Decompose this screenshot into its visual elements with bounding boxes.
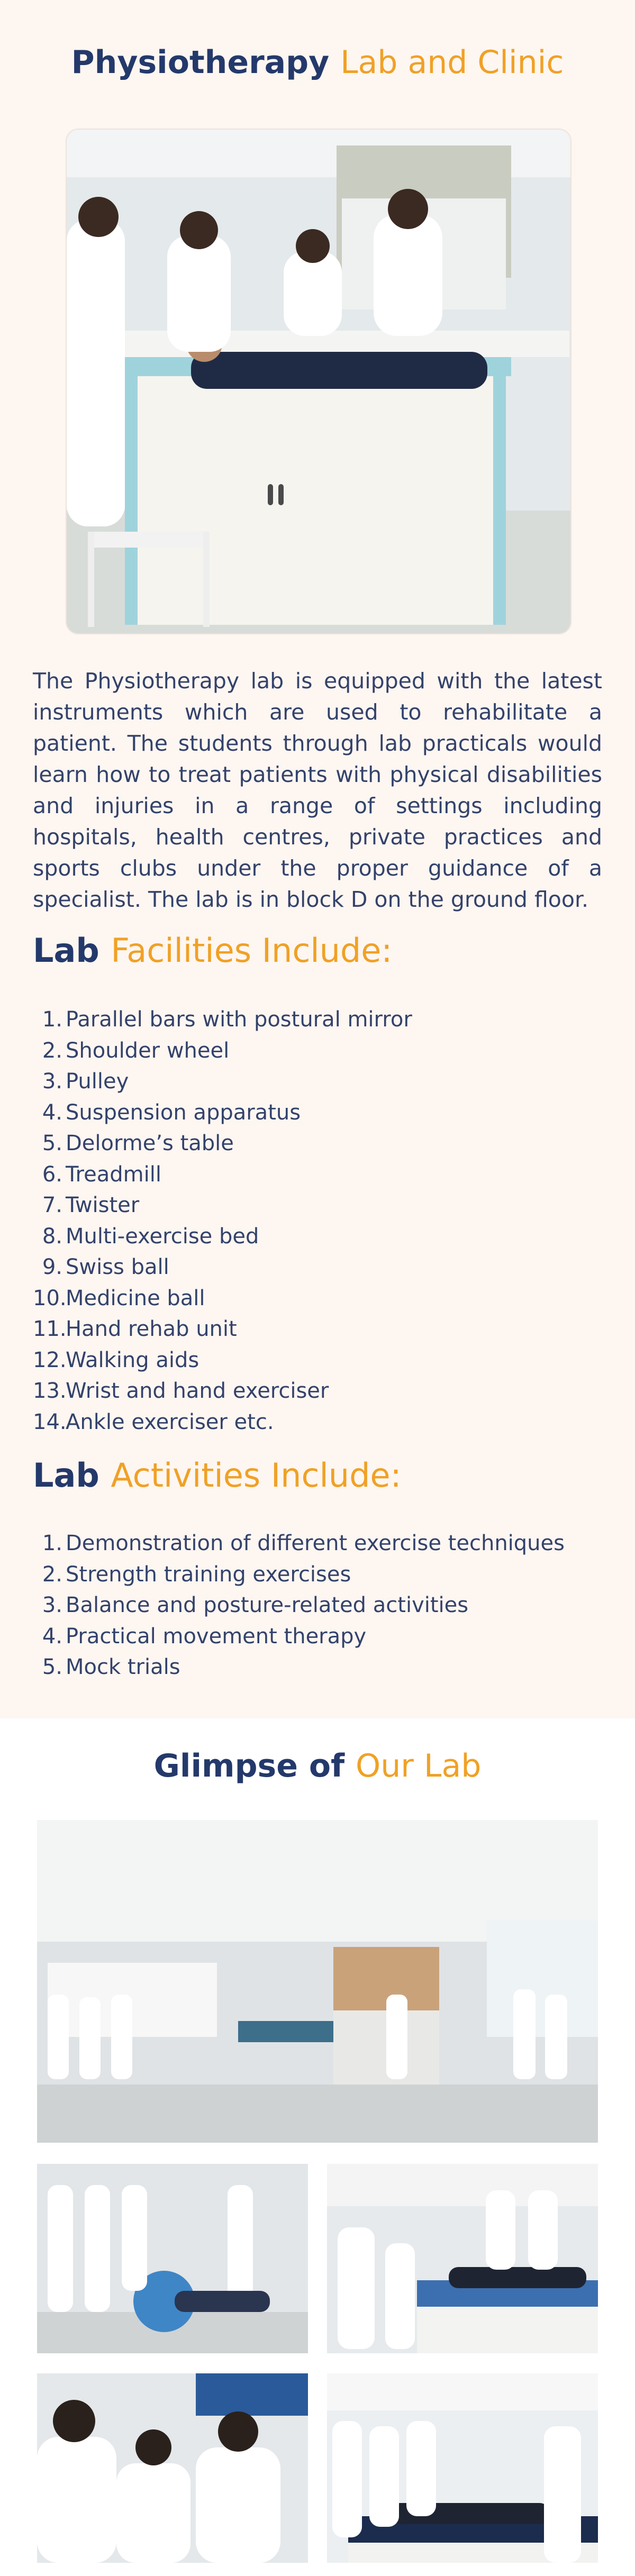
intro-paragraph: The Physiotherapy lab is equipped with the latest instruments which are used to rehabilitate a patient. The students through lab practicals would learn how to treat patients with physical disabilities and injuries in a range of settings including hospitals, health centres, private practices and sports clubs under the proper guidance of a specialist. The lab is in block D on the ground floor. — [33, 668, 602, 912]
lab-room-photo — [37, 1820, 598, 2143]
gallery-title-accent: Our Lab — [356, 1747, 482, 1785]
facilities-heading-main: Lab — [33, 931, 99, 970]
list-item: 7. Twister — [42, 1193, 140, 1217]
activities-heading — [33, 1456, 401, 1495]
list-item: 9. Swiss ball — [42, 1255, 169, 1279]
list-item: 1. Demonstration of different exercise techniques — [42, 1531, 565, 1555]
gallery-photo-table-therapy[interactable] — [327, 2164, 598, 2353]
list-item: 11.Hand rehab unit — [33, 1317, 237, 1341]
list-item: 1. Parallel bars with postural mirror — [42, 1007, 412, 1032]
page-title-main: Physiotherapy — [71, 44, 330, 81]
activities-list — [33, 1528, 565, 1683]
patient-demo-photo — [327, 2373, 598, 2563]
gallery-photo-patient-demo[interactable] — [327, 2373, 598, 2563]
list-item: 13.Wrist and hand exerciser — [33, 1379, 329, 1403]
activities-heading-main: Lab — [33, 1456, 99, 1495]
gallery-title — [0, 1747, 635, 1785]
page-title — [0, 43, 635, 81]
lab-treatment-photo — [67, 130, 570, 633]
list-item: 6. Treadmill — [42, 1162, 161, 1187]
list-item: 3. Pulley — [42, 1069, 129, 1094]
list-item: 8. Multi-exercise bed — [42, 1224, 259, 1249]
list-item: 5. Delorme’s table — [42, 1131, 234, 1155]
gallery-photo-wide[interactable] — [37, 1820, 598, 2143]
hero-photo — [66, 129, 572, 634]
list-item: 2. Shoulder wheel — [42, 1038, 230, 1063]
gallery-photo-swiss-ball[interactable] — [37, 2164, 308, 2353]
list-item: 5. Mock trials — [42, 1655, 180, 1679]
list-item: 2. Strength training exercises — [42, 1562, 351, 1587]
gallery-photo-students-group[interactable] — [37, 2373, 308, 2563]
swiss-ball-photo — [37, 2164, 308, 2353]
list-item: 3. Balance and posture-related activities — [42, 1593, 469, 1617]
gallery-title-main: Glimpse of — [153, 1747, 345, 1785]
facilities-list — [33, 1004, 412, 1437]
table-therapy-photo — [327, 2164, 598, 2353]
list-item: 4. Practical movement therapy — [42, 1624, 367, 1649]
list-item: 14.Ankle exerciser etc. — [33, 1409, 274, 1434]
activities-heading-accent: Activities Include: — [111, 1456, 402, 1495]
facilities-heading-accent: Facilities Include: — [111, 931, 393, 970]
facilities-heading — [33, 931, 392, 970]
students-group-photo — [37, 2373, 308, 2563]
list-item: 10.Medicine ball — [33, 1286, 205, 1310]
list-item: 12.Walking aids — [33, 1348, 199, 1372]
page-title-accent: Lab and Clinic — [340, 44, 564, 81]
list-item: 4. Suspension apparatus — [42, 1100, 301, 1125]
